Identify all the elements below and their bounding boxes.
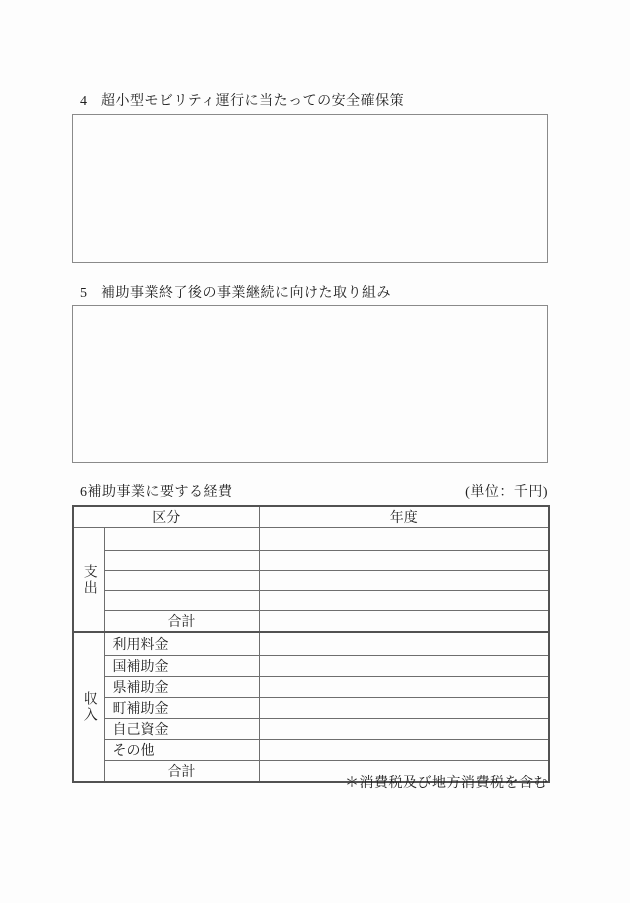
tax-footnote: ＊消費税及び地方消費税を含む [345,776,548,791]
section-5-answer-box[interactable] [72,305,548,463]
expense-value-field[interactable] [259,591,549,611]
expense-blank-row [73,571,549,591]
expense-value-field[interactable] [259,528,549,551]
expense-blank-row [73,551,549,571]
income-row [73,698,549,719]
income-item-label: 国補助金 [104,656,259,677]
section-6-heading [80,485,548,501]
expense-item-field[interactable] [104,528,259,551]
section-5-number: 5 [80,286,88,301]
income-row [73,656,549,677]
income-group-cell [73,632,104,782]
unit-note: (単位：千円) [465,485,548,500]
expense-item-field[interactable] [104,551,259,571]
section-4-heading [80,94,404,110]
income-total-label: 合計 [104,761,259,783]
income-value-field[interactable] [259,719,549,740]
column-header-fiscal-year: 年度 [259,506,549,528]
expense-total-label: 合計 [104,611,259,633]
table-header-row [73,506,549,528]
expense-blank-row [73,528,549,551]
expense-value-field[interactable] [259,571,549,591]
income-item-label: 町補助金 [104,698,259,719]
expense-blank-row [73,591,549,611]
expense-value-field[interactable] [259,551,549,571]
expense-group-cell [73,528,104,633]
expense-group-label: 支出 [81,563,97,596]
expense-item-field[interactable] [104,591,259,611]
section-4-answer-box[interactable] [72,114,548,263]
income-item-label: その他 [104,740,259,761]
income-value-field[interactable] [259,698,549,719]
income-value-field[interactable] [259,632,549,656]
expense-total-row [73,611,549,633]
income-item-label: 利用料金 [104,632,259,656]
section-4-title: 超小型モビリティ運行に当たっての安全確保策 [101,94,405,109]
income-value-field[interactable] [259,677,549,698]
income-row [73,719,549,740]
income-item-label: 自己資金 [104,719,259,740]
section-5-title: 補助事業終了後の事業継続に向けた取り組み [101,286,391,301]
section-6-title: 補助事業に要する経費 [87,485,233,500]
section-6-heading-left [80,485,233,501]
expense-table [72,505,550,783]
section-5-heading [80,286,391,302]
expense-total-value-field[interactable] [259,611,549,633]
income-item-label: 県補助金 [104,677,259,698]
income-value-field[interactable] [259,656,549,677]
column-header-category: 区分 [73,506,259,528]
income-value-field[interactable] [259,740,549,761]
expense-item-field[interactable] [104,571,259,591]
section-6-number: 6 [80,485,88,500]
section-4-number: 4 [80,94,88,109]
income-row [73,632,549,656]
income-group-label: 収入 [81,691,97,723]
income-row [73,740,549,761]
income-row [73,677,549,698]
